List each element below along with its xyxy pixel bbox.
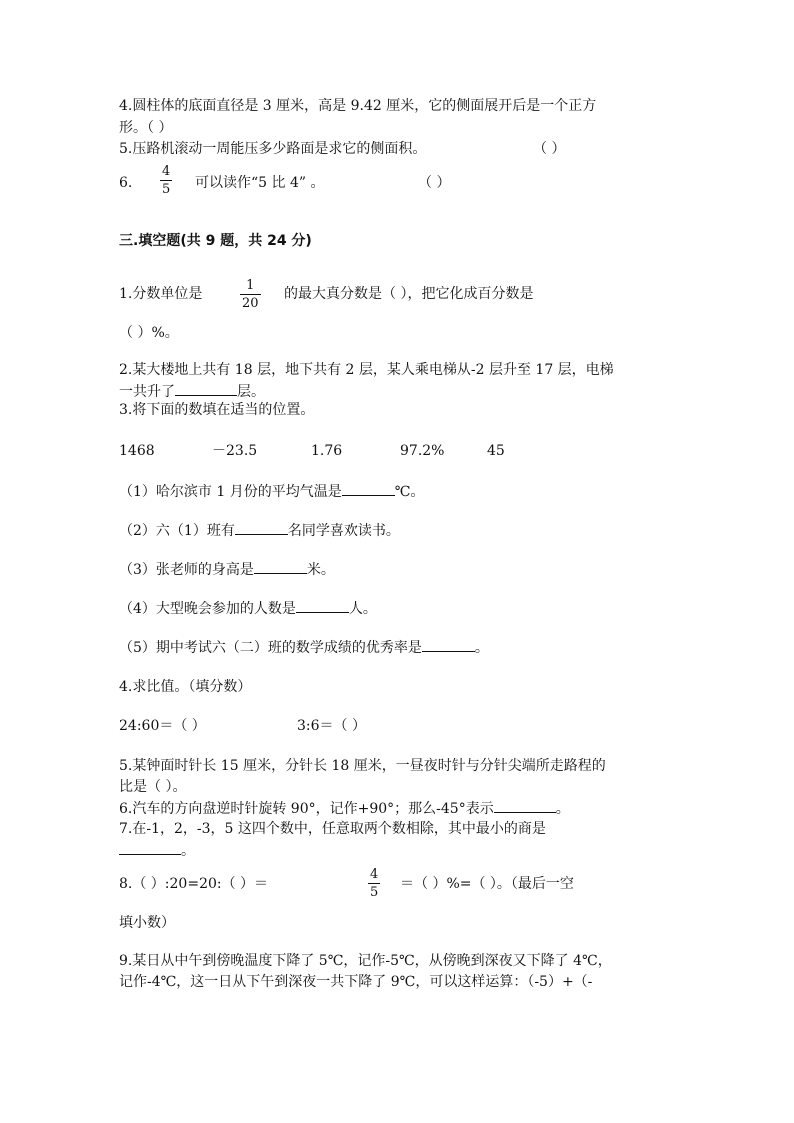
answer-blank[interactable] — [175, 381, 237, 396]
fraction-bar — [368, 883, 380, 884]
answer-blank[interactable] — [494, 798, 556, 813]
judge-q6-answer-paren[interactable]: （ ） — [418, 175, 451, 191]
number-item: 1468 — [119, 443, 155, 459]
judge-q6-number: 6. — [119, 175, 133, 191]
fraction-numerator: 4 — [370, 867, 379, 882]
sub-question-text: （3）张老师的身高是 — [119, 562, 254, 578]
judge-q5-answer-paren[interactable]: （ ） — [533, 141, 566, 157]
fraction-numerator: 4 — [162, 164, 171, 179]
fill-q4-ratio-a: 24:60＝（ ） — [119, 718, 206, 734]
fill-q4-line: 4.求比值。（填分数） — [119, 679, 252, 695]
question-end: 。 — [555, 801, 570, 817]
fill-q3-line: 3.将下面的数填在适当的位置。 — [119, 402, 315, 418]
fill-q3-sub4 — [119, 598, 377, 619]
fill-q7-line2 — [119, 840, 195, 861]
fill-q2-line2 — [119, 381, 265, 402]
fill-q4-ratio-b: 3:6＝（ ） — [297, 718, 366, 734]
fill-q8-text-a: 8.（ ）:20=20:（ ）＝ — [119, 876, 269, 892]
number-item: －23.5 — [212, 443, 258, 459]
judge-q4-line1: 4.圆柱体的底面直径是 3 厘米，高是 9.42 厘米，它的侧面展开后是一个正方 — [119, 98, 597, 114]
fill-q1-text-b: 的最大真分数是（ ），把它化成百分数是 — [284, 286, 534, 302]
fraction-numerator: 1 — [246, 278, 255, 293]
fill-q2-line1: 2.某大楼地上共有 18 层，地下共有 2 层，某人乘电梯从-2 层升至 17 层，电梯 — [119, 362, 614, 378]
judge-q4-line2: 形。（ ） — [119, 120, 173, 136]
fill-q8-text-b: ＝（ ）%=（ ）。（最后一空 — [400, 876, 574, 892]
sub-question-unit: 人。 — [348, 601, 377, 617]
sub-question-text: （5）期中考试六（二）班的数学成绩的优秀率是 — [119, 640, 422, 656]
fill-q8-fraction — [368, 867, 380, 900]
question-end: 。 — [181, 843, 195, 859]
fill-q7-line1: 7.在-1，2，-3，5 这四个数中，任意取两个数相除，其中最小的商是 — [119, 821, 546, 837]
fill-q3-sub1 — [119, 481, 424, 502]
fill-q9-line2: 记作-4℃，这一日从下午到深夜一共下降了 9℃，可以这样运算：（-5）+（- — [119, 974, 593, 990]
section-heading: 三.填空题(共 9 题，共 24 分) — [119, 233, 312, 249]
fill-q2-text-b: 层。 — [237, 384, 265, 400]
sub-question-unit: 。 — [474, 640, 489, 656]
judge-q6-fraction — [160, 164, 172, 197]
number-item: 97.2% — [400, 443, 445, 459]
number-item: 45 — [487, 443, 505, 459]
fill-q1-text-c: （ ）%。 — [119, 325, 179, 341]
fill-q8-line2: 填小数） — [119, 915, 175, 931]
fraction-denominator: 5 — [162, 182, 171, 197]
fill-q9-line1: 9.某日从中午到傍晚温度下降了 5℃，记作-5℃，从傍晚到深夜又下降了 4℃， — [119, 953, 612, 969]
judge-q5: 5.压路机滚动一周能压多少路面是求它的侧面积。 — [119, 141, 427, 157]
judge-q6-text: 可以读作“5 比 4” 。 — [195, 175, 325, 191]
sub-question-text: （4）大型晚会参加的人数是 — [119, 601, 296, 617]
fill-q1-text-a: 1.分数单位是 — [119, 286, 203, 302]
fill-q1-fraction — [240, 278, 261, 311]
sub-question-unit: 名同学喜欢读书。 — [287, 523, 400, 539]
fill-q2-text-a: 一共升了 — [119, 384, 175, 400]
sub-question-unit: ℃。 — [394, 484, 425, 500]
fill-q6-line — [119, 798, 570, 819]
fraction-bar — [160, 180, 172, 181]
fraction-bar — [240, 294, 261, 295]
answer-blank[interactable] — [254, 559, 307, 574]
sub-question-text: （2）六（1）班有 — [119, 523, 235, 539]
answer-blank[interactable] — [235, 520, 288, 535]
answer-blank[interactable] — [296, 598, 349, 613]
question-text: 6.汽车的方向盘逆时针旋转 90°，记作+90°；那么-45°表示 — [119, 801, 494, 817]
sub-question-text: （1）哈尔滨市 1 月份的平均气温是 — [119, 484, 342, 500]
sub-question-unit: 米。 — [306, 562, 335, 578]
fill-q3-sub2 — [119, 520, 400, 541]
number-item: 1.76 — [311, 443, 343, 459]
fill-q5-line2: 比是（ ）。 — [119, 779, 187, 795]
fill-q5-line1: 5.某钟面时针长 15 厘米，分针长 18 厘米，一昼夜时针与分针尖端所走路程的 — [119, 758, 606, 774]
fraction-denominator: 20 — [242, 296, 259, 311]
fill-q3-sub5 — [119, 637, 489, 658]
fill-q3-sub3 — [119, 559, 335, 580]
answer-blank[interactable] — [342, 481, 395, 496]
answer-blank[interactable] — [119, 840, 181, 855]
fraction-denominator: 5 — [370, 885, 379, 900]
answer-blank[interactable] — [422, 637, 475, 652]
